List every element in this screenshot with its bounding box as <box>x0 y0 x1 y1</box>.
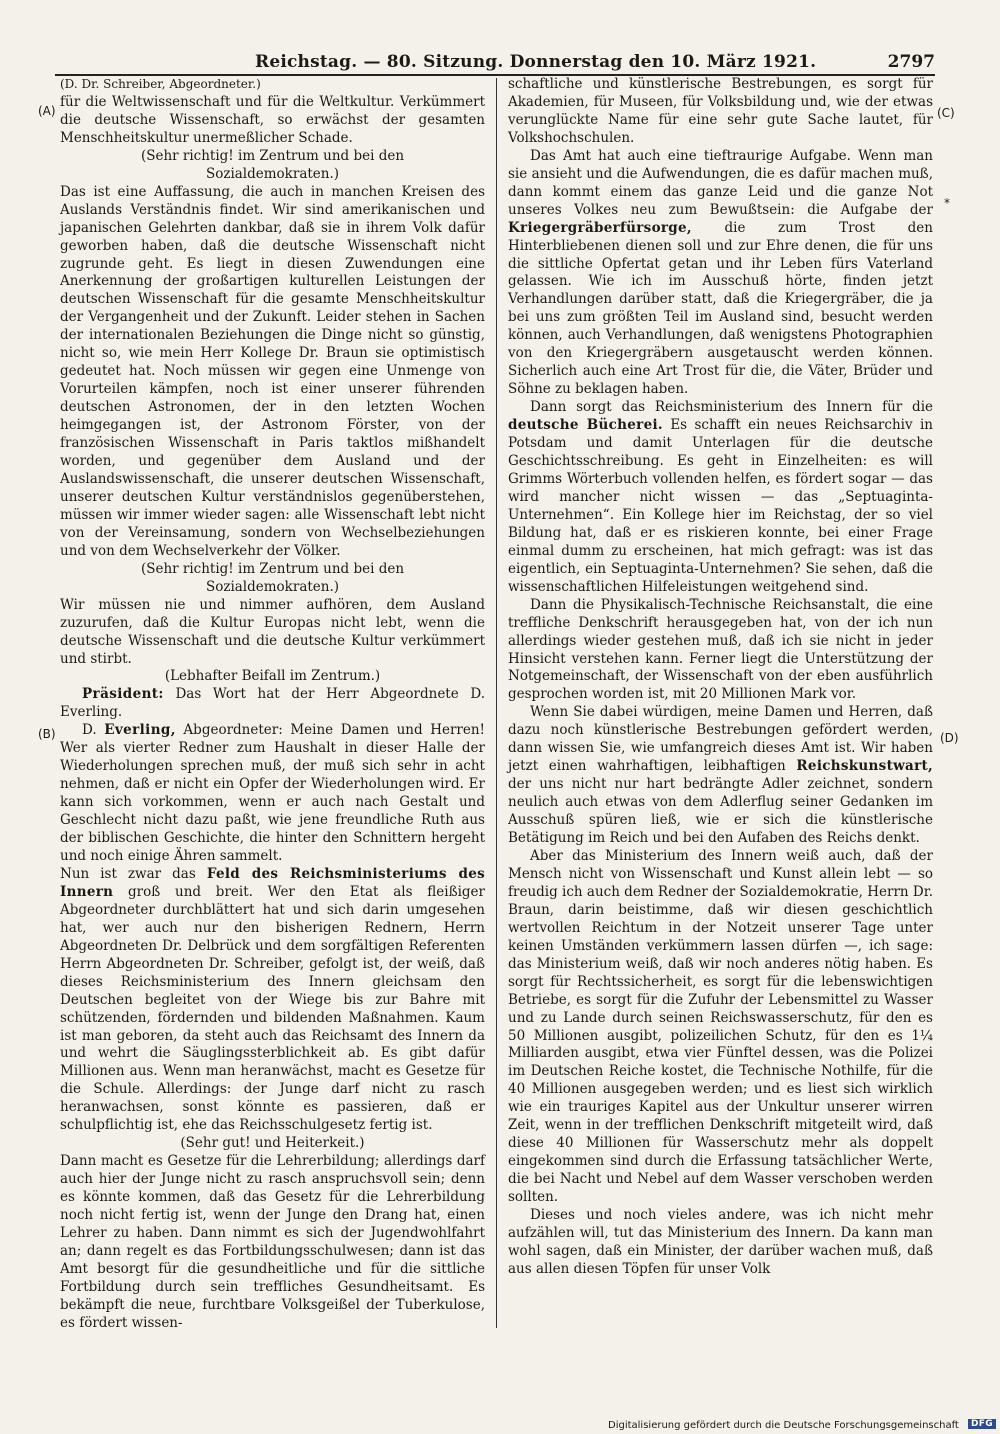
paragraph <box>508 704 933 848</box>
interjection: (Sehr gut! und Heiterkeit.) <box>180 1135 365 1152</box>
paragraph-lead: Das Amt hat auch eine tieftraurige Aufgabe. Wenn man sie ansieht und die Aufwendungen, die es dafür machen muß, dann kommt einem das ganze Leid und die ganze Not unseres Volkes neu zum Bewußtsein: die Aufgabe der <box>508 147 933 218</box>
paragraph: schaftliche und künstlerische Bestrebungen, es sorgt für Akademien, für Museen, für Volksbildung und, wie der etwas verunglückte Name für eine sehr gute Sache lautet, für Volkshochschulen. <box>508 76 933 146</box>
speaker-continuation-note: (D. Dr. Schreiber, Abgeordneter.) <box>60 77 261 91</box>
speech-text: Abgeordneter: Meine Damen und Herren! Wer als vierter Redner zum Haushalt in dieser Halle der Wiederholungen sprechen muß, der muß sich sehr in acht nehmen, daß er nicht ein Opfer der Wiederholungen wird. Er kann sich vorkommen, wenn er auch nach Gestalt und Geschlecht nicht dazu paßt, wie jene freundliche Ruth aus der biblischen Geschichte, die hinter den Schnittern hergeht und noch einige Ähren sammelt. <box>60 722 485 864</box>
paragraph: Dann die Physikalisch-Technische Reichsanstalt, die eine treffliche Denkschrift herausgegeben hat, von der ich nun allerdings wieder gestehen muß, daß ich sie nicht in jeder Hinsicht verstehen kann. Ferner liegt die Unterstützung der Notgemeinschaft, der Wissenschaft von der eben ausführlich gesprochen worden ist, mit 20 Millionen Mark vor. <box>508 596 933 703</box>
paragraph <box>60 866 485 1135</box>
president-text: Das Wort hat der Herr Abgeordnete D. Everling. <box>60 686 485 721</box>
paragraph: Wir müssen nie und nimmer aufhören, dem Ausland zuzurufen, daß die Kultur Europas nicht lebt, wenn die deutsche Wissenschaft und die deutsche Kultur verkümmert und stirbt. <box>60 596 485 667</box>
paragraph <box>508 148 933 399</box>
dfg-logo: DFG <box>968 1419 996 1429</box>
column-divider <box>496 78 497 1328</box>
page-number: 2797 <box>887 52 935 72</box>
speaker-name: Everling, <box>104 722 176 739</box>
paragraph-lead: Dann sorgt das Reichsministerium des Innern für die <box>530 399 933 416</box>
paragraph: Dann macht es Gesetze für die Lehrerbildung; allerdings darf auch hier der Junge nicht zu rasch anspruchsvoll sein; denn es könnte kommen, daß das Gesetz für die Lehrerbildung noch nicht fertig ist, wenn der Junge den Drang hat, einen Lehrer zu haben. Dann nimmt es sich der Jugendwohlfahrt an; dann regelt es das Fortbildungsschulwesen; dann ist das Amt besorgt für die gesundheitliche und für die sittliche Fortbildung durch sein treffliches Gesundheitsamt. Es bekämpft die neue, furchtbare Volksgeißel der Tuberkulose, es fördert wissen- <box>60 1153 485 1331</box>
president-statement <box>60 686 485 722</box>
margin-marker-c: (C) <box>937 106 955 120</box>
bold-term: Feld des Reichsministeriums des Innern <box>60 865 485 900</box>
paragraph-text: Es schafft ein neues Reichsarchiv in Potsdam und damit Unterlagen für die deutsche Geschichtsschreibung. Es geht in Einzelheiten: es will Grimms Wörterbuch vollenden helfen, es fördert sogar — das wird mancher nicht wissen — das „Septuaginta-Unternehmen“. Ein Kollege hier im Reichstag, der so viel Bildung hat, daß er es riskieren konnte, bei einer Frage einmal dumm zu erscheinen, hat mich gefragt: was ist das eigentlich, ein Septuaginta-Unternehmen? Sie sehen, daß die wissenschaftlichen Hilfeleistungen weitgehend sind. <box>508 417 934 595</box>
paragraph-text: der uns nicht nur hart bedrängte Adler zeichnet, sondern neulich auch etwas von dem Adlerflug seiner Gedanken im Ausschuß spüren ließ, wie er sich die künstlerische Betätigung im Reich und bei den Aufaben des Reichs denkt. <box>508 776 933 847</box>
margin-marker-a: (A) <box>38 104 56 118</box>
margin-marker-star: * <box>944 196 950 210</box>
paragraph: für die Weltwissenschaft und für die Weltkultur. Verkümmert die deutsche Wissenschaft, so erwächst der gesamten Menschheitskultur unermeßlicher Schade. <box>60 93 485 146</box>
paragraph: Dieses und noch vieles andere, was ich nicht mehr aufzählen will, tut das Ministerium des Innern. Da kann man wohl sagen, daß ein Minister, der darüber wachen muß, daß aus allen diesen Töpfen für unser Volk <box>508 1207 933 1277</box>
bold-term: Kriegergräberfürsorge, <box>508 219 692 236</box>
paragraph: Aber das Ministerium des Innern weiß auch, daß der Mensch nicht von Wissenschaft und Kunst allein lebt — so freudig ich auch dem Redner der Sozialdemokratie, Herrn Dr. Braun, darin beistimme, daß wir diesen geschichtlich wertvollen Reichtum in der Notzeit unserer Tage unter keinen Umständen verkümmern lassen dürfen —, ich sage: das Ministerium weiß, daß wir noch anderes nötig haben. Es sorgt für Rechtssicherheit, es sorgt für die lebenswichtigen Betriebe, es sorgt für die Zufuhr der Lebensmittel zu Wasser und zu Lande durch seinen Reichswasserschutz, für den es 50 Millionen ausgibt, polizeilichen Schutz, für den es 1¼ Milliarden ausgibt, etwa vier Fünftel dessen, was die Polizei im Deutschen Reiche kostet, die Technische Nothilfe, für die 40 Millionen ausgegeben werden; und es liest sich wirklich wie ein trauriges Kapitel aus der Unkultur unserer wirren Zeit, wenn in der trefflichen Denkschrift mitgeteilt wird, daß diese 40 Millionen für Wasserschutz mehr als doppelt eingekommen sind durch die Erfassung tatsächlicher Werte, die bei Nacht und Nebel auf dem Wasser verschoben werden sollten. <box>508 847 933 1206</box>
speaker-prefix: D. <box>82 722 97 739</box>
paragraph-text: die zum Trost den Hinterbliebenen dienen soll und zur Ehre denen, die für uns die sittliche Opfertat getan und ihr Leben fürs Vaterland gelassen. Wie ich im Ausschuß hörte, finden jetzt Verhandlungen darüber statt, daß die Kriegergräber, die ja bei uns zum größten Teil im Ausland sind, besucht werden können, auch Verhandlungen, daß wenigstens Photographien von den Kriegergräbern ausgetauscht werden können. Sicherlich auch eine Art Trost für die, die Väter, Brüder und Söhne zu beklagen haben. <box>508 219 933 398</box>
paragraph: Das ist eine Auffassung, die auch in manchen Kreisen des Auslands Verständnis findet. Wir sind amerikanischen und japanischen Gelehrten dankbar, daß sie in ihrem Volk dafür geworben haben, daß die deutsche Wissenschaft nicht zugrunde geht. Es liegt in diesen Zuwendungen eine Anerkennung der großartigen kulturellen Leistungen der deutschen Wissenschaft für die gesamte Menschheitskultur der Vergangenheit und der Zukunft. Leider stehen in Sachen der internationalen Beziehungen die Dinge nicht so günstig, nicht so, wie mein Herr Kollege Dr. Braun sie optimistisch gedeutet hat. Noch müssen wir gegen eine Unmenge von Vorurteilen kämpfen, noch ist einer unserer führenden deutschen Astronomen, der in den letzten Wochen heimgegangen ist, der Astronom Förster, von der französischen Wissenschaft in Paris taktlos mißhandelt worden, und gegenüber dem Ausland und der Auslandswissenschaft, die unserer deutschen Wissenschaft, unserer deutschen Kultur verständnislos gegenüberstehen, müssen wir immer wieder sagen: alle Wissenschaft lebt nicht von der Vereinsamung, sondern von Wechselbeziehungen und von dem Wechselverkehr der Völker. <box>60 183 485 559</box>
president-label: Präsident: <box>82 686 164 703</box>
speech-opening <box>60 722 485 866</box>
page-header <box>55 52 935 76</box>
margin-marker-b: (B) <box>38 727 56 741</box>
paragraph <box>508 399 933 596</box>
left-column <box>60 76 485 1333</box>
right-column <box>508 76 933 1279</box>
margin-marker-d: (D) <box>940 731 959 745</box>
bold-term: Reichskunstwart, <box>796 758 934 775</box>
interjection: (Sehr richtig! im Zentrum und bei den Sozialdemokraten.) <box>140 147 405 182</box>
header-title: Reichstag. — 80. Sitzung. Donnerstag den 10. März 1921. <box>255 52 817 72</box>
paragraph-lead: Nun ist zwar das <box>60 865 196 882</box>
interjection: (Lebhafter Beifall im Zentrum.) <box>164 668 381 685</box>
paragraph-text: groß und breit. Wer den Etat als fleißiger Abgeordneter durchblättert hat und sich darin umgesehen hat, wer auch nur den bisherigen Rednern, Herrn Abgeordneten Dr. Delbrück und dem sorgfältigen Referenten Herrn Abgeordneten Dr. Schreiber, gefolgt ist, der weiß, daß dieses Reichsministerium des Innern gleichsam den Deutschen begleitet von der Wiege bis zur Bahre mit schützenden, fördernden und bildenden Maßnahmen. Kaum ist man geboren, da steht auch das Reichsamt des Innern da und wehrt die Säuglingssterblichkeit ab. Es gibt dafür Millionen aus. Wenn man heranwächst, macht es Gesetze für die Schule. Allerdings: der Junge darf nicht zu rasch heranwachsen, sonst könnte es passieren, daß er schulpflichtig ist, ehe das Reichsschulgesetz fertig ist. <box>60 883 485 1134</box>
interjection: (Sehr richtig! im Zentrum und bei den Sozialdemokraten.) <box>140 560 405 595</box>
bold-term: deutsche Bücherei. <box>508 417 663 434</box>
paragraph-lead: Wenn Sie dabei würdigen, meine Damen und Herren, daß dazu noch künstlerische Bestrebungen gefördert werden, dann wissen Sie, wie umfangreich dieses Amt ist. Wir haben jetzt einen wahrhaftigen, leibhaftigen <box>508 704 933 775</box>
footer-credit: Digitalisierung gefördert durch die Deutsche Forschungsgemeinschaft <box>608 1420 959 1431</box>
